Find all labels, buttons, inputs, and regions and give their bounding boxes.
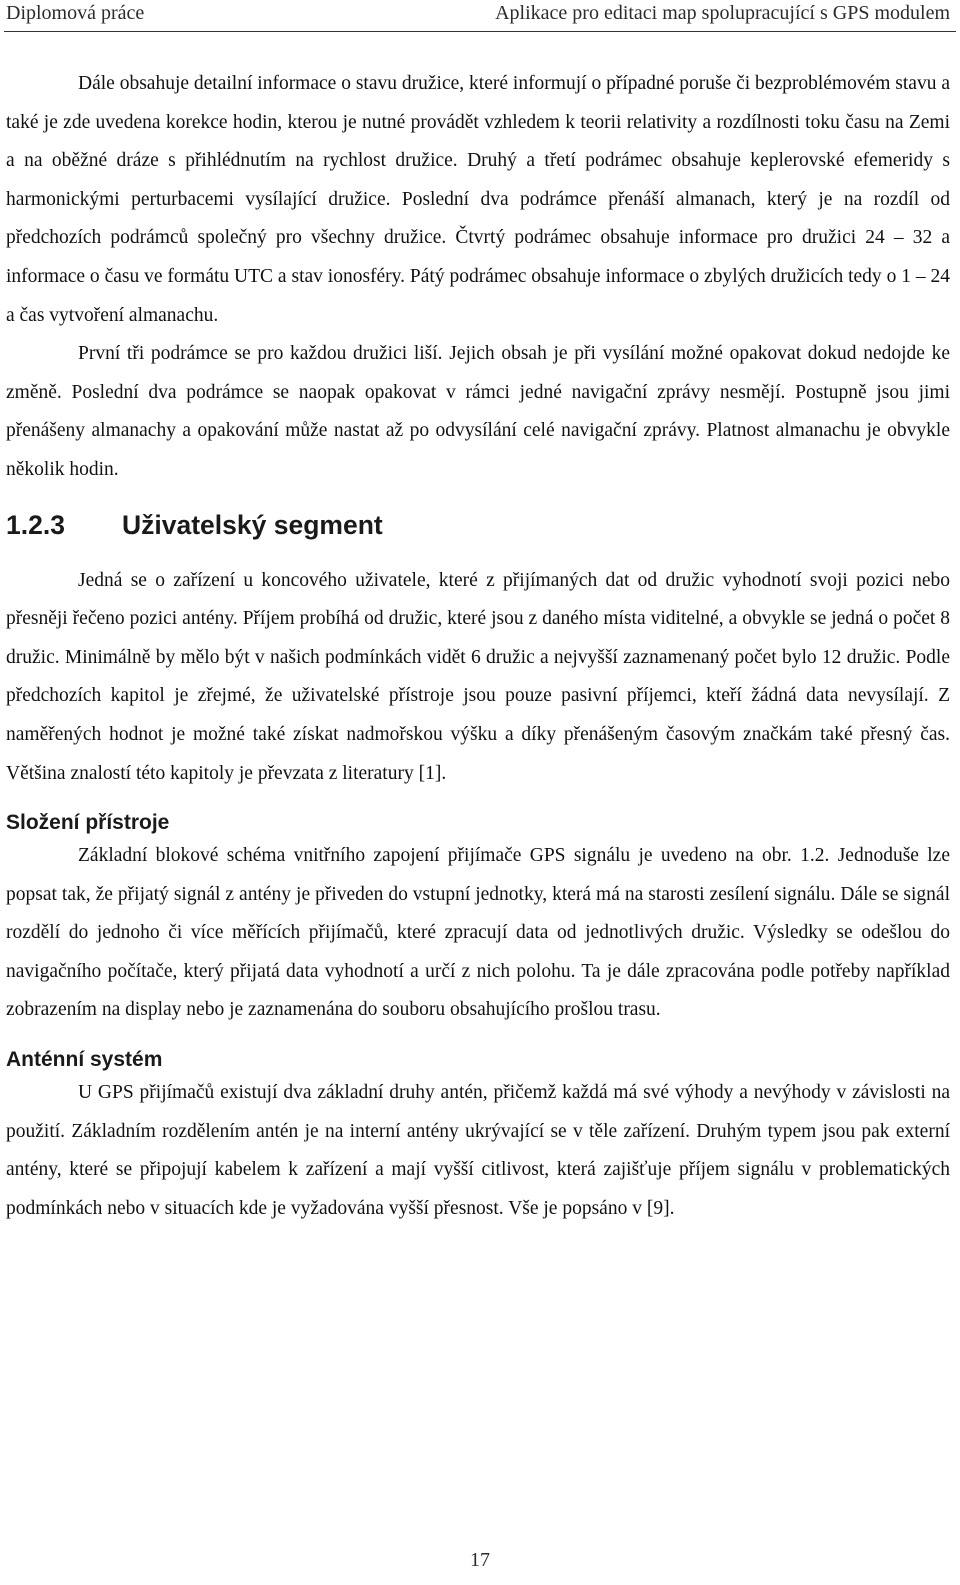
section-number: 1.2.3	[6, 510, 65, 541]
page-body	[6, 65, 950, 1228]
paragraph-subframes: První tři podrámce se pro každou družici liší. Jejich obsah je při vysílání možné opakovat dokud nedojde ke změně. Poslední dva podrámce se naopak opakovat v rámci jedné navigační zprávy nesmějí. Postupně jsou jimi přenášeny almanachy a opakování může nastat až po odvysílání celé navigační zprávy. Platnost almanachu je obvykle několik hodin.	[6, 343, 950, 480]
subheading-antenna-system: Anténní systém	[6, 1048, 163, 1072]
paragraph-antenna-system: U GPS přijímačů existují dva základní druhy antén, přičemž každá má své výhody a nevýhody v závislosti na použití. Základním rozdělením antén je na interní antény ukrývající se v těle zařízení. Druhým typem jsou pak externí antény, které se připojují kabelem k zařízení a mají vyšší citlivost, která zajišťuje příjem signálu v problematických podmínkách nebo v situacích kde je vyžadována vyšší přesnost. Vše je popsáno v [9].	[6, 1082, 950, 1219]
paragraph-satellite-status: Dále obsahuje detailní informace o stavu družice, které informují o případné poruše či bezproblémovém stavu a také je zde uvedena korekce hodin, kterou je nutné provádět vzhledem k teorii relativity a rozdílnosti toku času na Zemi a na oběžné dráze s přihlédnutím na rychlost družice. Druhý a třetí podrámec obsahuje keplerovské efemeridy s harmonickými perturbacemi vysílající družice. Poslední dva podrámce přenáší almanach, který je na rozdíl od předchozích podrámců společný pro všechny družice. Čtvrtý podrámec obsahuje informace pro družici 24 – 32 a informace o času ve formátu UTC a stav ionosféry. Pátý podrámec obsahuje informace o zbylých družicích tedy o 1 – 24 a čas vytvoření almanachu.	[6, 73, 950, 326]
running-header	[6, 0, 950, 30]
header-rule	[4, 31, 956, 32]
header-document-title: Aplikace pro editaci map spolupracující s GPS modulem	[495, 2, 950, 24]
page-number: 17	[470, 1549, 490, 1571]
subheading-device-composition: Složení přístroje	[6, 811, 170, 835]
header-document-type: Diplomová práce	[6, 2, 145, 24]
paragraph-device-composition: Základní blokové schéma vnitřního zapojení přijímače GPS signálu je uvedeno na obr. 1.2. Jednoduše lze popsat tak, že přijatý signál z antény je přiveden do vstupní jednotky, která má na starosti zesílení signálu. Dále se signál rozdělí do jednoho či více měřících přijímačů, které zpracují data od jednotlivých družic. Výsledky se odešlou do navigačního počítače, který přijatá data vyhodnotí a určí z nich polohu. Ta je dále zpracována podle potřeby například zobrazením na display nebo je zaznamenána do souboru obsahujícího prošlou trasu.	[6, 845, 950, 1021]
section-title: Uživatelský segment	[122, 510, 383, 541]
paragraph-user-segment: Jedná se o zařízení u koncového uživatele, které z přijímaných dat od družic vyhodnotí svoji pozici nebo přesněji řečeno pozici antény. Příjem probíhá od družic, které jsou z daného místa viditelné, a obvykle se jedná o počet 8 družic. Minimálně by mělo být v našich podmínkách vidět 6 družic a nejvyšší zaznamenaný počet bylo 12 družic. Podle předchozích kapitol je zřejmé, že uživatelské přístroje jsou pouze pasivní příjemci, kteří žádná data nevysílají. Z naměřených hodnot je možné také získat nadmořskou výšku a díky přenášeným časovým značkám také přesný čas. Většina znalostí této kapitoly je převzata z literatury [1].	[6, 569, 950, 784]
section-heading	[6, 490, 950, 562]
